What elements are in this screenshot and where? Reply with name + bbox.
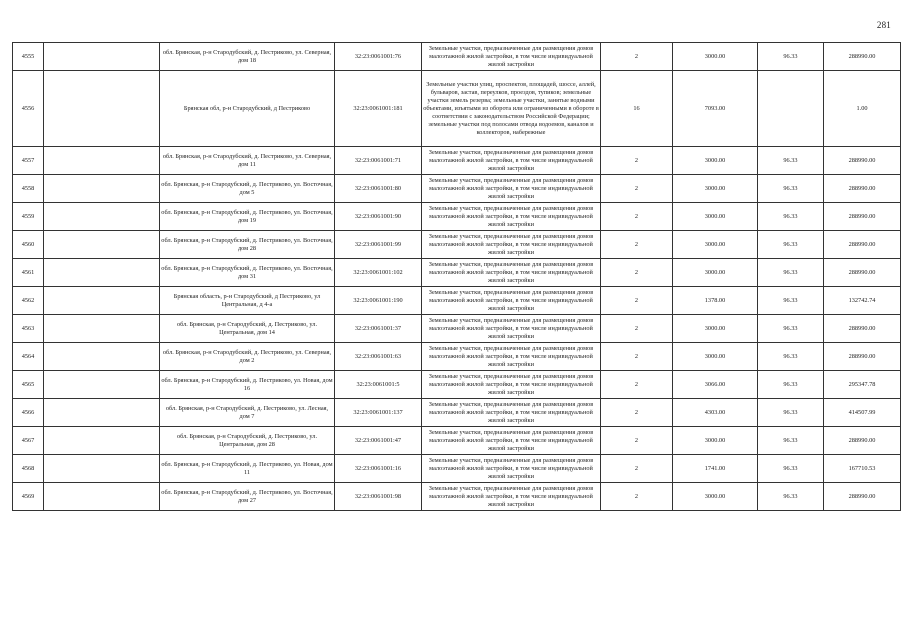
empty-cell xyxy=(44,427,160,455)
cadastral-number-cell: 32:23:0061001:99 xyxy=(335,231,422,259)
specific-value-cell: 96.33 xyxy=(758,231,824,259)
address-cell: обл. Брянская, р-н Стародубский, д. Пестриково, ул. Восточная, дом 5 xyxy=(160,175,335,203)
table-row xyxy=(13,427,901,455)
group-code-cell: 2 xyxy=(601,455,673,483)
cadastral-value-cell: 288990.00 xyxy=(824,259,901,287)
row-number-cell: 4567 xyxy=(13,427,44,455)
row-number-cell: 4555 xyxy=(13,43,44,71)
specific-value-cell: 96.33 xyxy=(758,287,824,315)
group-code-cell: 2 xyxy=(601,147,673,175)
row-number-cell: 4564 xyxy=(13,343,44,371)
address-cell: обл. Брянская, р-н Стародубский, д. Пестриково, ул. Северная, дом 11 xyxy=(160,147,335,175)
cadastral-number-cell: 32:23:0061001:98 xyxy=(335,483,422,511)
cadastral-value-cell: 288990.00 xyxy=(824,147,901,175)
empty-cell xyxy=(44,203,160,231)
cadastral-number-cell: 32:23:0061001:190 xyxy=(335,287,422,315)
address-cell: Брянская область, р-н Стародубский, д Пестриково, ул Центральная, д 4-а xyxy=(160,287,335,315)
group-code-cell: 2 xyxy=(601,231,673,259)
area-cell: 3000.00 xyxy=(673,147,758,175)
specific-value-cell: 96.33 xyxy=(758,147,824,175)
land-type-cell: Земельные участки, предназначенные для размещения домов малоэтажной жилой застройки, в том числе индивидуальной жилой застройки xyxy=(422,427,601,455)
land-type-cell: Земельные участки, предназначенные для размещения домов малоэтажной жилой застройки, в том числе индивидуальной жилой застройки xyxy=(422,287,601,315)
land-type-cell: Земельные участки, предназначенные для размещения домов малоэтажной жилой застройки, в том числе индивидуальной жилой застройки xyxy=(422,315,601,343)
table-row xyxy=(13,43,901,71)
land-type-cell: Земельные участки, предназначенные для размещения домов малоэтажной жилой застройки, в том числе индивидуальной жилой застройки xyxy=(422,259,601,287)
group-code-cell: 2 xyxy=(601,483,673,511)
table-row xyxy=(13,343,901,371)
cadastral-value-cell: 414507.99 xyxy=(824,399,901,427)
specific-value-cell: 96.33 xyxy=(758,343,824,371)
table-row xyxy=(13,203,901,231)
row-number-cell: 4563 xyxy=(13,315,44,343)
land-type-cell: Земельные участки, предназначенные для размещения домов малоэтажной жилой застройки, в том числе индивидуальной жилой застройки xyxy=(422,175,601,203)
cadastral-value-cell: 288990.00 xyxy=(824,175,901,203)
cadastral-value-cell: 295347.78 xyxy=(824,371,901,399)
table-row xyxy=(13,483,901,511)
address-cell: обл. Брянская, р-н Стародубский, д. Пестриково, ул. Восточная, дом 19 xyxy=(160,203,335,231)
area-cell: 3000.00 xyxy=(673,231,758,259)
empty-cell xyxy=(44,399,160,427)
land-type-cell: Земельные участки, предназначенные для размещения домов малоэтажной жилой застройки, в том числе индивидуальной жилой застройки xyxy=(422,147,601,175)
row-number-cell: 4558 xyxy=(13,175,44,203)
specific-value-cell: 96.33 xyxy=(758,175,824,203)
row-number-cell: 4569 xyxy=(13,483,44,511)
table-row xyxy=(13,371,901,399)
specific-value-cell: 96.33 xyxy=(758,43,824,71)
cadastral-value-cell: 288990.00 xyxy=(824,43,901,71)
cadastral-number-cell: 32:23:0061001:37 xyxy=(335,315,422,343)
address-cell: обл. Брянская, р-н Стародубский, д. Пестриково, ул. Новая, дом 16 xyxy=(160,371,335,399)
cadastral-number-cell: 32:23:0061001:90 xyxy=(335,203,422,231)
area-cell: 7093.00 xyxy=(673,71,758,147)
cadastral-value-cell: 288990.00 xyxy=(824,203,901,231)
area-cell: 3000.00 xyxy=(673,315,758,343)
land-type-cell: Земельные участки, предназначенные для размещения домов малоэтажной жилой застройки, в том числе индивидуальной жилой застройки xyxy=(422,455,601,483)
empty-cell xyxy=(44,371,160,399)
address-cell: обл. Брянская, р-н Стародубский, д. Пестриково, ул. Восточная, дом 31 xyxy=(160,259,335,287)
area-cell: 3000.00 xyxy=(673,43,758,71)
empty-cell xyxy=(44,483,160,511)
land-type-cell: Земельные участки, предназначенные для размещения домов малоэтажной жилой застройки, в том числе индивидуальной жилой застройки xyxy=(422,343,601,371)
page-number: 281 xyxy=(876,20,891,30)
area-cell: 3000.00 xyxy=(673,483,758,511)
empty-cell xyxy=(44,287,160,315)
address-cell: обл. Брянская, р-н Стародубский, д. Пестриково, ул. Лесная, дом 7 xyxy=(160,399,335,427)
group-code-cell: 2 xyxy=(601,343,673,371)
group-code-cell: 2 xyxy=(601,203,673,231)
table-row xyxy=(13,287,901,315)
row-number-cell: 4561 xyxy=(13,259,44,287)
empty-cell xyxy=(44,455,160,483)
row-number-cell: 4556 xyxy=(13,71,44,147)
group-code-cell: 16 xyxy=(601,71,673,147)
specific-value-cell: 96.33 xyxy=(758,203,824,231)
specific-value-cell: 96.33 xyxy=(758,315,824,343)
cadastral-number-cell: 32:23:0061001:5 xyxy=(335,371,422,399)
registry-table-body xyxy=(13,43,901,511)
cadastral-value-cell: 288990.00 xyxy=(824,427,901,455)
table-row xyxy=(13,399,901,427)
table-row xyxy=(13,71,901,147)
table-row xyxy=(13,175,901,203)
group-code-cell: 2 xyxy=(601,427,673,455)
table-row xyxy=(13,259,901,287)
cadastral-number-cell: 32:23:0061001:63 xyxy=(335,343,422,371)
address-cell: обл. Брянская, р-н Стародубский, д. Пестриково, ул. Восточная, дом 27 xyxy=(160,483,335,511)
empty-cell xyxy=(44,175,160,203)
area-cell: 3000.00 xyxy=(673,343,758,371)
area-cell: 3000.00 xyxy=(673,203,758,231)
empty-cell xyxy=(44,259,160,287)
cadastral-value-cell: 132742.74 xyxy=(824,287,901,315)
row-number-cell: 4559 xyxy=(13,203,44,231)
cadastral-value-cell: 288990.00 xyxy=(824,483,901,511)
row-number-cell: 4565 xyxy=(13,371,44,399)
group-code-cell: 2 xyxy=(601,175,673,203)
cadastral-number-cell: 32:23:0061001:137 xyxy=(335,399,422,427)
cadastral-number-cell: 32:23:0061001:181 xyxy=(335,71,422,147)
row-number-cell: 4566 xyxy=(13,399,44,427)
cadastral-value-cell: 288990.00 xyxy=(824,231,901,259)
cadastral-value-cell: 288990.00 xyxy=(824,343,901,371)
table-row xyxy=(13,147,901,175)
cadastral-number-cell: 32:23:0061001:71 xyxy=(335,147,422,175)
land-type-cell: Земельные участки улиц, проспектов, площадей, шоссе, аллей, бульваров, застав, переулков, проездов, тупиков; земельные участки земель резерва; земельные участки, занятые водными объектами, изъятыми из оборота или ограниченными в обороте в соответствии с законодательством Российской Федерации; земельные участки под полосами отвода водоемов, каналов и коллекторов, набережные xyxy=(422,71,601,147)
land-type-cell: Земельные участки, предназначенные для размещения домов малоэтажной жилой застройки, в том числе индивидуальной жилой застройки xyxy=(422,231,601,259)
cadastral-number-cell: 32:23:0061001:47 xyxy=(335,427,422,455)
land-registry-table xyxy=(12,42,901,511)
group-code-cell: 2 xyxy=(601,315,673,343)
address-cell: Брянская обл, р-н Стародубский, д Пестриково xyxy=(160,71,335,147)
area-cell: 3000.00 xyxy=(673,427,758,455)
specific-value-cell xyxy=(758,71,824,147)
empty-cell xyxy=(44,315,160,343)
cadastral-value-cell: 1.00 xyxy=(824,71,901,147)
address-cell: обл. Брянская, р-н Стародубский, д. Пестриково, ул. Северная, дом 18 xyxy=(160,43,335,71)
table-row xyxy=(13,315,901,343)
specific-value-cell: 96.33 xyxy=(758,399,824,427)
cadastral-value-cell: 288990.00 xyxy=(824,315,901,343)
empty-cell xyxy=(44,71,160,147)
cadastral-number-cell: 32:23:0061001:76 xyxy=(335,43,422,71)
group-code-cell: 2 xyxy=(601,43,673,71)
group-code-cell: 2 xyxy=(601,259,673,287)
area-cell: 3000.00 xyxy=(673,175,758,203)
address-cell: обл. Брянская, р-н Стародубский, д. Пестриково, ул. Центральная, дом 14 xyxy=(160,315,335,343)
area-cell: 3066.00 xyxy=(673,371,758,399)
area-cell: 1378.00 xyxy=(673,287,758,315)
row-number-cell: 4557 xyxy=(13,147,44,175)
land-type-cell: Земельные участки, предназначенные для размещения домов малоэтажной жилой застройки, в том числе индивидуальной жилой застройки xyxy=(422,399,601,427)
address-cell: обл. Брянская, р-н Стародубский, д. Пестриково, ул. Восточная, дом 28 xyxy=(160,231,335,259)
group-code-cell: 2 xyxy=(601,287,673,315)
cadastral-number-cell: 32:23:0061001:80 xyxy=(335,175,422,203)
land-type-cell: Земельные участки, предназначенные для размещения домов малоэтажной жилой застройки, в том числе индивидуальной жилой застройки xyxy=(422,203,601,231)
land-type-cell: Земельные участки, предназначенные для размещения домов малоэтажной жилой застройки, в том числе индивидуальной жилой застройки xyxy=(422,43,601,71)
empty-cell xyxy=(44,43,160,71)
address-cell: обл. Брянская, р-н Стародубский, д. Пестриково, ул. Северная, дом 2 xyxy=(160,343,335,371)
cadastral-value-cell: 167710.53 xyxy=(824,455,901,483)
row-number-cell: 4568 xyxy=(13,455,44,483)
specific-value-cell: 96.33 xyxy=(758,427,824,455)
land-type-cell: Земельные участки, предназначенные для размещения домов малоэтажной жилой застройки, в том числе индивидуальной жилой застройки xyxy=(422,371,601,399)
area-cell: 4303.00 xyxy=(673,399,758,427)
specific-value-cell: 96.33 xyxy=(758,483,824,511)
area-cell: 3000.00 xyxy=(673,259,758,287)
empty-cell xyxy=(44,231,160,259)
specific-value-cell: 96.33 xyxy=(758,371,824,399)
group-code-cell: 2 xyxy=(601,399,673,427)
table-row xyxy=(13,455,901,483)
empty-cell xyxy=(44,343,160,371)
group-code-cell: 2 xyxy=(601,371,673,399)
empty-cell xyxy=(44,147,160,175)
row-number-cell: 4562 xyxy=(13,287,44,315)
specific-value-cell: 96.33 xyxy=(758,259,824,287)
row-number-cell: 4560 xyxy=(13,231,44,259)
land-type-cell: Земельные участки, предназначенные для размещения домов малоэтажной жилой застройки, в том числе индивидуальной жилой застройки xyxy=(422,483,601,511)
cadastral-number-cell: 32:23:0061001:102 xyxy=(335,259,422,287)
address-cell: обл. Брянская, р-н Стародубский, д. Пестриково, ул. Центральная, дом 28 xyxy=(160,427,335,455)
cadastral-number-cell: 32:23:0061001:16 xyxy=(335,455,422,483)
area-cell: 1741.00 xyxy=(673,455,758,483)
specific-value-cell: 96.33 xyxy=(758,455,824,483)
table-row xyxy=(13,231,901,259)
address-cell: обл. Брянская, р-н Стародубский, д. Пестриково, ул. Новая, дом 11 xyxy=(160,455,335,483)
